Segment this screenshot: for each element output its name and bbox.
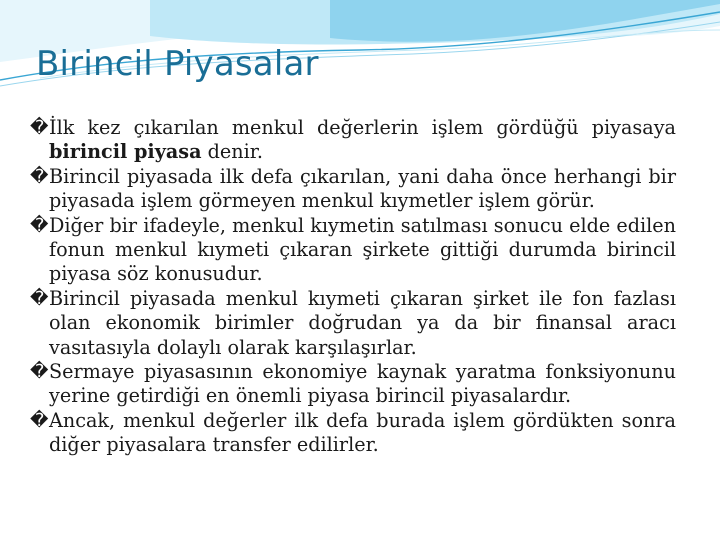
bullet-paragraph-2 — [30, 165, 676, 214]
bullet-glyph: � — [30, 409, 49, 431]
paragraph-text: Diğer bir ifadeyle, menkul kıymetin satılması sonucu elde edilen fonun menkul kıymeti çıkaran şirkete gittiği durumda birincil piyasa söz konusudur. — [49, 213, 676, 286]
slide-body — [30, 116, 676, 458]
bullet-glyph: � — [30, 287, 49, 309]
bullet-paragraph-3 — [30, 214, 676, 287]
bullet-glyph: � — [30, 214, 49, 236]
paragraph-text: Ancak, menkul değerler ilk defa burada işlem gördükten sonra diğer piyasalara transfer edilirler. — [49, 408, 676, 457]
paragraph-text: Birincil piyasada ilk defa çıkarılan, yani daha önce herhangi bir piyasada işlem görmeyen menkul kıymetler işlem görür. — [49, 164, 676, 213]
paragraph-text-end: denir. — [201, 140, 263, 164]
paragraph-bold-term: birincil piyasa — [49, 140, 202, 164]
paragraph-text: İlk kez çıkarılan menkul değerlerin işlem gördüğü piyasaya — [49, 116, 676, 139]
bullet-glyph: � — [30, 165, 49, 187]
bullet-paragraph-5 — [30, 360, 676, 409]
paragraph-text: Birincil piyasada menkul kıymeti çıkaran şirket ile fon fazlası olan ekonomik birimler doğrudan ya da bir finansal aracı vasıtasıyla dolaylı olarak karşılaşırlar. — [49, 286, 676, 359]
bullet-glyph: � — [30, 117, 49, 138]
bullet-paragraph-1 — [30, 116, 676, 165]
bullet-paragraph-6 — [30, 409, 676, 458]
paragraph-text: Sermaye piyasasının ekonomiye kaynak yaratma fonksiyonunu yerine getirdiği en önemli piyasa birincil piyasalardır. — [49, 360, 676, 408]
bullet-glyph: � — [30, 361, 49, 383]
bullet-paragraph-4 — [30, 287, 676, 360]
slide-title: Birincil Piyasalar — [36, 44, 319, 84]
